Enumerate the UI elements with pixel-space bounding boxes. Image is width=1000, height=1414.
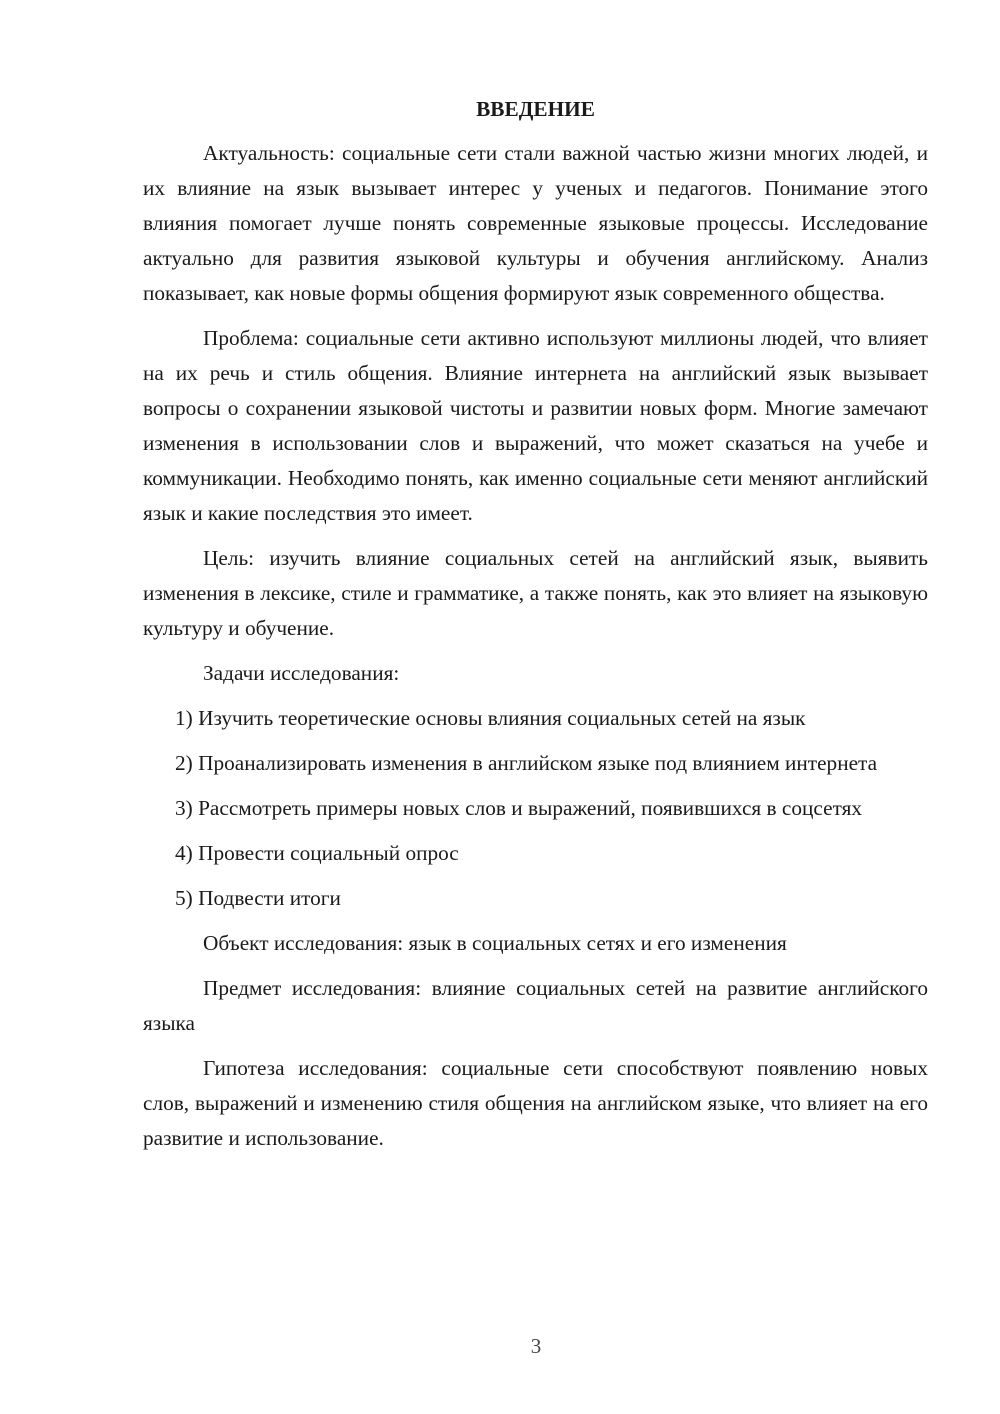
task-item-2: 2) Проанализировать изменения в английском языке под влиянием интернета bbox=[175, 751, 878, 775]
subject-paragraph: Предмет исследования: влияние социальных сетей на развитие английского языка bbox=[143, 976, 928, 1035]
task-item-1: 1) Изучить теоретические основы влияния социальных сетей на язык bbox=[175, 706, 806, 730]
task-item-4: 4) Провести социальный опрос bbox=[175, 841, 459, 865]
page-number: 3 bbox=[530, 1334, 542, 1358]
task-item-5: 5) Подвести итоги bbox=[175, 886, 341, 910]
hypothesis-paragraph: Гипотеза исследования: социальные сети способствуют появлению новых слов, выражений и изменению стиля общения на английском языке, что влияет на его развитие и использование. bbox=[143, 1056, 928, 1150]
tasks-heading: Задачи исследования: bbox=[203, 661, 400, 685]
object-paragraph: Объект исследования: язык в социальных сетях и его изменения bbox=[203, 931, 787, 955]
tasks-list bbox=[143, 701, 928, 916]
task-item-3: 3) Рассмотреть примеры новых слов и выражений, появившихся в соцсетях bbox=[175, 796, 863, 820]
problem-paragraph: Проблема: социальные сети активно используют миллионы людей, что влияет на их речь и стиль общения. Влияние интернета на английский язык вызывает вопросы о сохранении языковой чистоты и развитии новых форм. Многие замечают изменения в использовании слов и выражений, что может сказаться на учебе и коммуникации. Необходимо понять, как именно социальные сети меняют английский язык и какие последствия это имеет. bbox=[143, 326, 928, 525]
document-page bbox=[143, 92, 928, 1166]
relevance-paragraph: Актуальность: социальные сети стали важной частью жизни многих людей, и их влияние на язык вызывает интерес у ученых и педагогов. Понимание этого влияния помогает лучше понять современные языковые процессы. Исследование актуально для развития языковой культуры и обучения английскому. Анализ показывает, как новые формы общения формируют язык современного общества. bbox=[143, 141, 928, 305]
section-title: ВВЕДЕНИЕ bbox=[476, 97, 595, 121]
goal-paragraph: Цель: изучить влияние социальных сетей на английский язык, выявить изменения в лексике, стиле и грамматике, а также понять, как это влияет на языковую культуру и обучение. bbox=[143, 546, 928, 640]
